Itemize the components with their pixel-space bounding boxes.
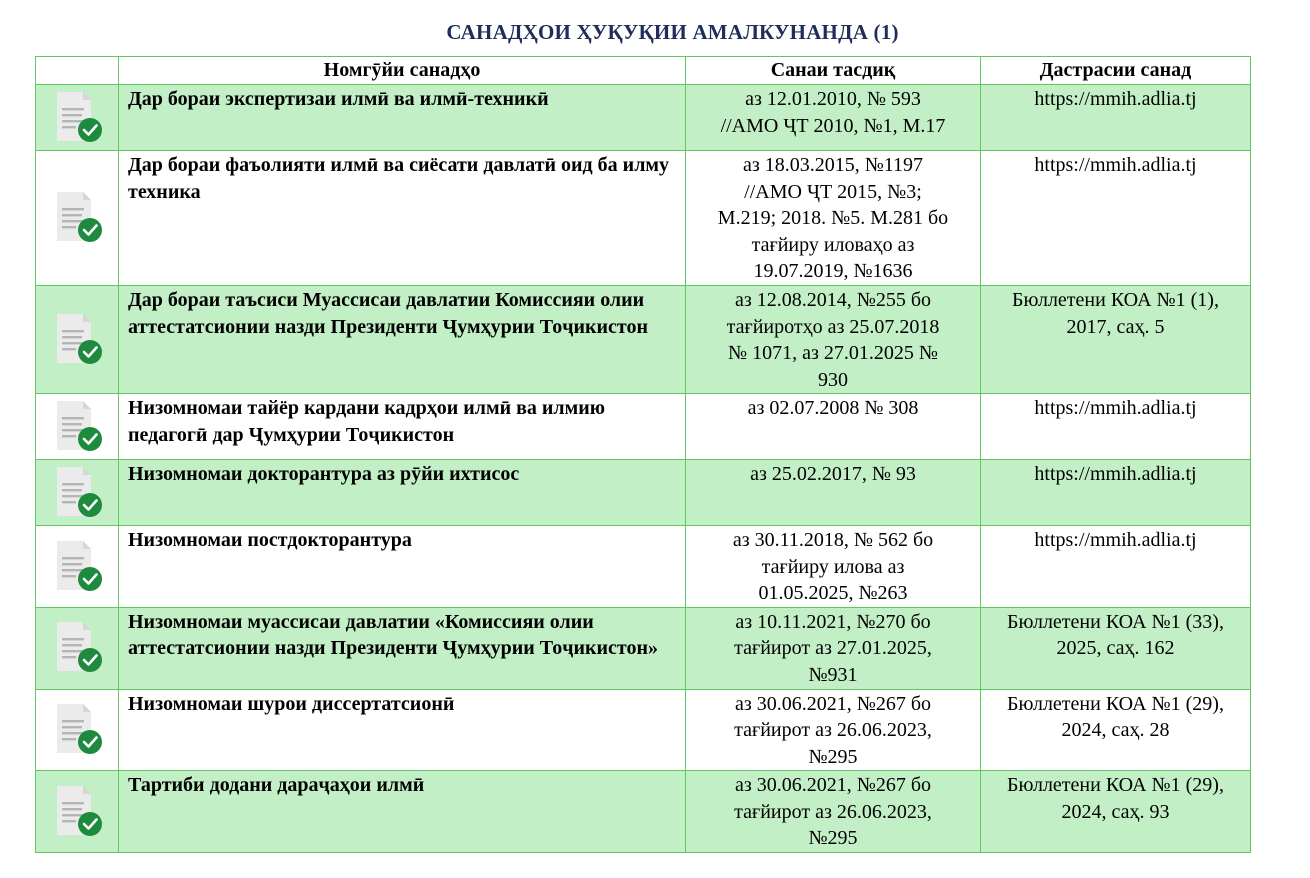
row-icon-cell bbox=[36, 689, 119, 771]
approval-date bbox=[686, 771, 981, 853]
document-check-icon[interactable] bbox=[53, 703, 103, 755]
document-access bbox=[981, 460, 1251, 526]
approval-date-line: аз 25.02.2017, № 93 bbox=[750, 463, 916, 485]
table-row bbox=[36, 607, 1251, 689]
approval-date-line: №931 bbox=[808, 663, 858, 686]
table-row bbox=[36, 85, 1251, 151]
document-name[interactable]: Дар бораи фаъолияти илмӣ ва сиёсати давлатӣ оид ба илму техника bbox=[119, 151, 686, 286]
page-title: САНАДҲОИ ҲУҚУҚИИ АМАЛКУНАНДА (1) bbox=[446, 20, 899, 44]
document-access-line[interactable]: 2025, саҳ. 162 bbox=[1056, 637, 1175, 659]
approval-date-line: аз 12.01.2010, № 593 bbox=[745, 88, 921, 110]
table-row bbox=[36, 771, 1251, 853]
approval-date-line: аз 10.11.2021, №270 бо bbox=[735, 610, 931, 633]
document-access-line[interactable]: https://mmih.adlia.tj bbox=[1034, 397, 1197, 419]
table-row bbox=[36, 286, 1251, 394]
row-icon-cell bbox=[36, 151, 119, 286]
document-access-line[interactable]: 2017, саҳ. 5 bbox=[1066, 315, 1165, 338]
approval-date bbox=[686, 460, 981, 526]
approval-date-line: аз 02.07.2008 № 308 bbox=[747, 397, 919, 419]
approval-date-line: № 1071, аз 27.01.2025 № bbox=[728, 342, 938, 364]
documents-table bbox=[35, 56, 1251, 853]
document-access-line[interactable]: Бюллетени КОА №1 (29), bbox=[1007, 692, 1224, 715]
table-row bbox=[36, 689, 1251, 771]
approval-date bbox=[686, 286, 981, 394]
document-access bbox=[981, 394, 1251, 460]
document-access-line[interactable]: https://mmih.adlia.tj bbox=[1034, 463, 1197, 485]
approval-date bbox=[686, 85, 981, 151]
document-access bbox=[981, 526, 1251, 608]
table-row bbox=[36, 394, 1251, 460]
document-access bbox=[981, 607, 1251, 689]
approval-date-line: №295 bbox=[808, 745, 858, 768]
document-name[interactable]: Тартиби додани дараҷаҳои илмӣ bbox=[119, 771, 686, 853]
document-access-line[interactable]: https://mmih.adlia.tj bbox=[1034, 88, 1197, 110]
approval-date-line: 01.05.2025, №263 bbox=[758, 582, 908, 604]
approval-date-line: №295 bbox=[808, 827, 858, 849]
document-name[interactable]: Низомномаи докторантура аз рӯйи ихтисос bbox=[119, 460, 686, 526]
document-access-line[interactable]: Бюллетени КОА №1 (1), bbox=[1012, 289, 1219, 311]
document-name[interactable]: Дар бораи экспертизаи илмӣ ва илмӣ-техникӣ bbox=[119, 85, 686, 151]
document-check-icon[interactable] bbox=[53, 400, 103, 452]
document-name[interactable]: Дар бораи таъсиси Муассисаи давлатии Комиссияи олии аттестатсионии назди Президенти Ҷумҳурии Тоҷикистон bbox=[119, 286, 686, 394]
document-check-icon[interactable] bbox=[53, 191, 103, 243]
approval-date-line: 930 bbox=[818, 368, 848, 391]
document-access bbox=[981, 151, 1251, 286]
approval-date-line: тағйирот аз 26.06.2023, bbox=[734, 719, 932, 741]
approval-date bbox=[686, 607, 981, 689]
document-name[interactable]: Низомномаи постдокторантура bbox=[119, 526, 686, 608]
document-access-line[interactable]: https://mmih.adlia.tj bbox=[1034, 529, 1197, 551]
approval-date-line: аз 12.08.2014, №255 бо bbox=[734, 289, 932, 311]
approval-date bbox=[686, 689, 981, 771]
header-document-access: Дастрасии санад bbox=[981, 57, 1251, 85]
approval-date-line: //АМО ҶТ 2010, №1, М.17 bbox=[720, 114, 946, 137]
row-icon-cell bbox=[36, 607, 119, 689]
document-access bbox=[981, 286, 1251, 394]
document-access-line[interactable]: https://mmih.adlia.tj bbox=[1034, 154, 1197, 176]
approval-date bbox=[686, 526, 981, 608]
approval-date-line: тағйиротҳо аз 25.07.2018 bbox=[726, 315, 940, 338]
document-check-icon[interactable] bbox=[53, 621, 103, 673]
row-icon-cell bbox=[36, 85, 119, 151]
row-icon-cell bbox=[36, 286, 119, 394]
row-icon-cell bbox=[36, 526, 119, 608]
document-access-line[interactable]: 2024, саҳ. 28 bbox=[1061, 719, 1170, 741]
row-icon-cell bbox=[36, 394, 119, 460]
row-icon-cell bbox=[36, 771, 119, 853]
approval-date-line: тағйиру илова аз bbox=[761, 555, 905, 578]
row-icon-cell bbox=[36, 460, 119, 526]
document-access-line[interactable]: 2024, саҳ. 93 bbox=[1061, 800, 1170, 823]
approval-date-line: аз 30.06.2021, №267 бо bbox=[734, 692, 932, 715]
table-row bbox=[36, 151, 1251, 286]
approval-date-line: аз 18.03.2015, №1197 bbox=[742, 154, 924, 176]
approval-date-line: М.219; 2018. №5. М.281 бо bbox=[717, 207, 949, 229]
document-check-icon[interactable] bbox=[53, 313, 103, 365]
approval-date-line: 19.07.2019, №1636 bbox=[753, 260, 913, 282]
approval-date-line: тағйирот аз 27.01.2025, bbox=[734, 637, 932, 659]
document-access bbox=[981, 689, 1251, 771]
header-document-name: Номгӯйи санадҳо bbox=[119, 57, 686, 85]
approval-date-line: тағйирот аз 26.06.2023, bbox=[734, 800, 932, 823]
approval-date-line: //АМО ҶТ 2015, №3; bbox=[744, 180, 922, 203]
header-icon-column bbox=[36, 57, 119, 85]
approval-date-line: аз 30.06.2021, №267 бо bbox=[734, 774, 932, 796]
header-approval-date: Санаи тасдиқ bbox=[686, 57, 981, 85]
document-name[interactable]: Низомномаи шурои диссертатсионӣ bbox=[119, 689, 686, 771]
document-name[interactable]: Низомномаи тайёр кардани кадрҳои илмӣ ва илмию педагогӣ дар Ҷумҳурии Тоҷикистон bbox=[119, 394, 686, 460]
table-row bbox=[36, 526, 1251, 608]
document-check-icon[interactable] bbox=[53, 540, 103, 592]
document-access bbox=[981, 771, 1251, 853]
document-check-icon[interactable] bbox=[53, 466, 103, 518]
document-check-icon[interactable] bbox=[53, 91, 103, 143]
document-access-line[interactable]: Бюллетени КОА №1 (33), bbox=[1007, 610, 1224, 633]
approval-date-line: аз 30.11.2018, № 562 бо bbox=[732, 529, 934, 551]
document-check-icon[interactable] bbox=[53, 785, 103, 837]
document-access bbox=[981, 85, 1251, 151]
approval-date bbox=[686, 394, 981, 460]
document-access-line[interactable]: Бюллетени КОА №1 (29), bbox=[1007, 774, 1224, 796]
document-name[interactable]: Низомномаи муассисаи давлатии «Комиссияи олии аттестатсионии назди Президенти Ҷумҳурии Тоҷикистон» bbox=[119, 607, 686, 689]
table-row bbox=[36, 460, 1251, 526]
approval-date-line: тағйиру иловаҳо аз bbox=[751, 233, 915, 256]
approval-date bbox=[686, 151, 981, 286]
table-header-row bbox=[36, 57, 1251, 85]
